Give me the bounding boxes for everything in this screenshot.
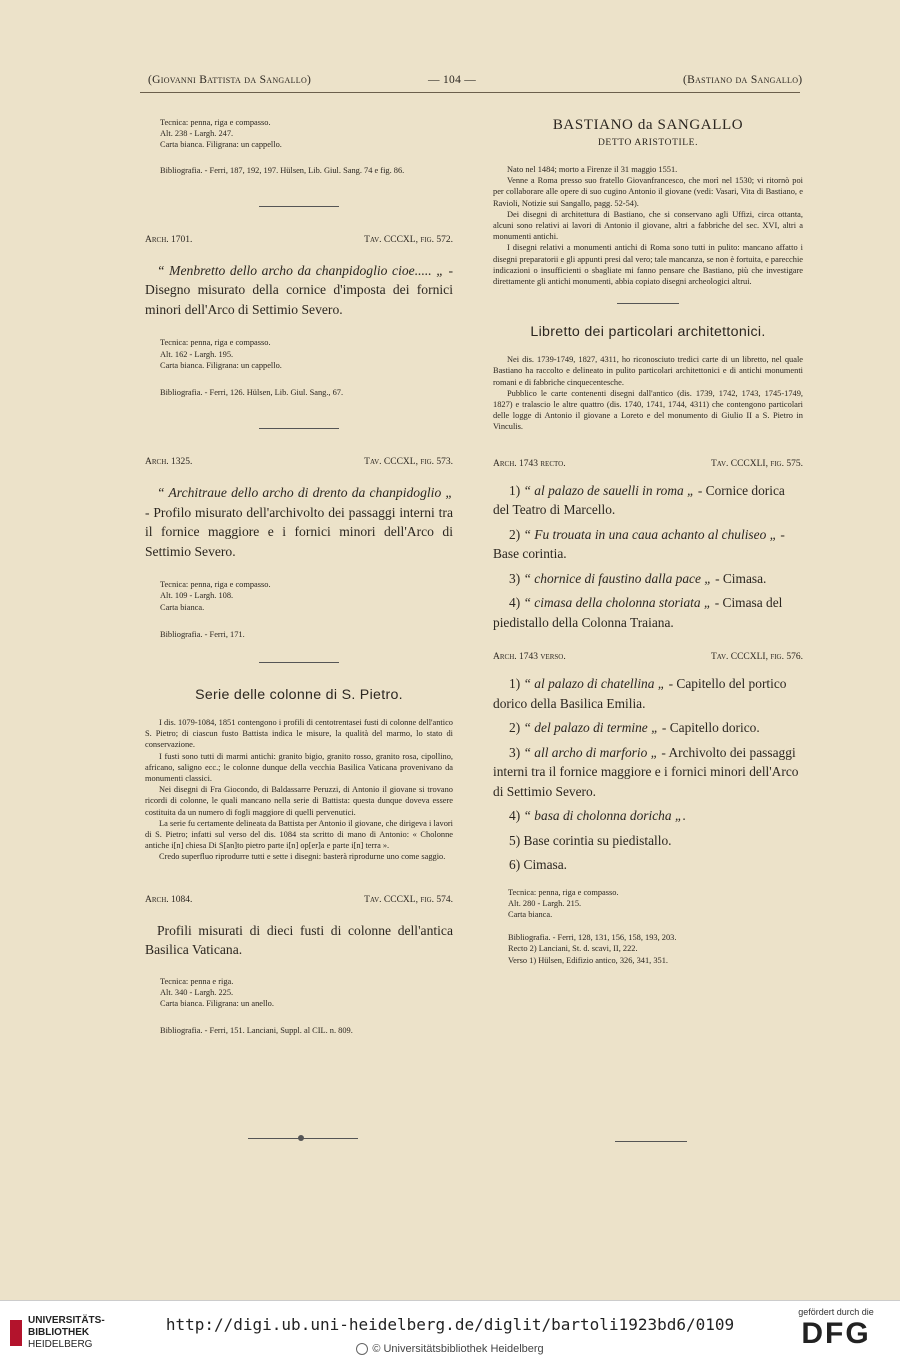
running-header-right: (Bastiano da Sangallo) — [683, 74, 803, 86]
list-item: 2) “ Fu trouata in una caua achanto al chuliseo „ - Base corintia. — [493, 526, 785, 562]
divider — [259, 206, 339, 207]
list-item: 3) “ chornice di faustino dalla pace „ - Cimasa. — [509, 570, 767, 586]
tech-line: Tecnica: penna, riga e compasso. — [160, 118, 271, 127]
list-item: 1) “ al palazo de sauelli in roma „ - Cornice dorica del Teatro di Marcello. — [493, 482, 785, 518]
copyright: © Universitätsbibliothek Heidelberg — [0, 1343, 900, 1355]
list-item: 3) “ all archo di marforio „ - Archivolto dei passaggi interni tra il fornice maggiore e i fornici minori dell'Arco di Settimio Severo. — [493, 744, 799, 799]
tech-block: Tecnica: penna, riga e compasso. Alt. 280 - Largh. 215. Carta bianca. — [508, 887, 619, 920]
archive-ref: Arch. 1743 verso. Tav. CCCXLI, fig. 576. — [493, 652, 803, 663]
libretto-text: Nei dis. 1739-1749, 1827, 4311, ho riconosciuto tredici carte di un libretto, nel quale Bastiano ha raccolto e delineato in pulito particolari architettonici e di antichi monumenti romani e di fabbriche cinquecentesche. Pubblico le carte contenenti disegni dall'antico (dis. 1739, 1742, 1743, 1745-1749, 1827) e tralascio le altre quattro (dis. 1740, 1741, 1744, 4311) che contengono particolari delle logge di Antonio il giovane a Loreto e del monumento di Giulio II a S. Pietro in Vinculis. — [493, 355, 803, 432]
list-item: 4) “ cimasa della cholonna storiata „ - Cimasa del piedistallo della Colonna Traiana. — [493, 595, 783, 630]
entry-description: “ Architraue dello archo di drento da chanpidoglio „ - Profilo misurato dell'archivolto dei passaggi interni tra il fornice maggiore e i fornici minori dell'Arco di Settimio Severo. — [145, 485, 453, 559]
running-header-left: (Giovanni Battista da Sangallo) — [148, 74, 312, 86]
divider — [617, 303, 679, 304]
archive-ref: Arch. 1701. Tav. CCCXL, fig. 572. — [145, 234, 453, 245]
funded-label: gefördert durch die — [798, 1307, 874, 1317]
tech-line: Alt. 238 - Largh. 247. — [160, 129, 234, 139]
bibliography: Bibliografia. - Ferri, 128, 131, 156, 158, 193, 203. Recto 2) Lanciani, St. d. scavi, II, 222. Verso 1) Hülsen, Edifizio antico, 326, 341, 351. — [508, 933, 677, 965]
tech-block: Tecnica: penna e riga. Alt. 340 - Largh. 225. Carta bianca. Filigrana: un anello. — [160, 976, 274, 1008]
list-item: 5) Base corintia su piedistallo. — [509, 832, 672, 848]
verso-list — [493, 674, 803, 875]
section-heading: Libretto dei particolari architettonici. — [530, 324, 766, 341]
divider — [259, 662, 339, 663]
list-item: 2) “ del palazo di termine „ - Capitello dorico. — [509, 720, 760, 736]
archive-ref: Arch. 1084. Tav. CCCXL, fig. 574. — [145, 894, 453, 905]
logo-text: UNIVERSITÄTS- — [28, 1315, 105, 1326]
right-column — [493, 117, 803, 966]
entry-description: “ Menbretto dello archo da chanpidoglio cioe..... „ - Disegno misurato della cornice d'imposta dei fornici minori dell'Arco di Settimio Severo. — [145, 262, 453, 317]
entry-description: Profili misurati di dieci fusti di colonne dell'antica Basilica Vaticana. — [145, 922, 453, 958]
list-item: 6) Cimasa. — [509, 857, 568, 873]
left-column — [145, 117, 453, 1036]
cc-icon — [356, 1343, 368, 1355]
archive-ref: Arch. 1325. Tav. CCCXL, fig. 573. — [145, 457, 453, 468]
logo-text: BIBLIOTHEK — [28, 1327, 90, 1338]
dfg-wordmark: DFG — [801, 1317, 871, 1350]
intro-text: Nato nel 1484; morto a Firenze il 31 maggio 1551. Venne a Roma presso suo fratello Giovanfrancesco, che morì nel 1530; vi ritornò poi per collaborare alle opere di suo cugino Antonio il giovane (vedi: Vasari, Vita di Bastiano, e Ravioli, Notizie sui Sangallo, pagg. 52-54). Dei disegni di architettura di Bastiano, che si conservano agli Uffizi, circa ottanta, alcuni sono relativi ai lavori di Antonio il giovane, altri a fabbriche del sec. XVI, altri a monumenti antichi. I disegni relativi a monumenti antichi di Roma sono tutti in pulito: mancano affatto i disegni preparatorii e gli appunti presi dal vero; tale mancanza, se non è fortuita, e parecchie indicazioni o insufficienti o sbagliate mi fanno pensare che Bastiano, più che investigare direttamente gli antichi monumenti, abbia copiato disegni archeologici altrui. — [493, 165, 803, 287]
artist-subtitle: DETTO ARISTOTILE. — [597, 138, 699, 148]
serie-text: I dis. 1079-1084, 1851 contengono i profili di centotrentasei fusti di colonne dell'antico S. Pietro; di ciascun fusto Battista indica le misure, la qualità del marmo, lo stato di conservazione. I fusti sono tutti di marmi antichi: granito bigio, granito rosso, granito rosa, cipollino, africano, saligno ecc.; le colonne dunque della vecchia Basilica Vaticana provenivano da monumenti classici. Nei disegni di Fra Giocondo, di Baldassarre Peruzzi, di Antonio il giovane si trovano ricordi di colonne, le quali mancano nella serie di Battista: questa dunque doveva essere costituita da un numero di fogli maggiore di quelli pervenutici. La serie fu certamente delineata da Battista per Antonio il giovane, che dirigeva i lavori di S. Pietro; infatti sul verso del dis. 1084 sta scritto di mano di Antonio: « Cholonne antiche i[n] chiesa Di S[an]to pietro parte i[n] op[er]a e parte i[n] terra ». Credo superfluo riprodurre tutti e sette i disegni: basterà riprodurne uno come saggio. — [145, 717, 453, 862]
section-heading: Serie delle colonne di S. Pietro. — [195, 686, 403, 703]
ornament-dot — [298, 1135, 304, 1141]
header-rule — [140, 92, 800, 93]
artist-title: BASTIANO da SANGALLO — [552, 117, 744, 133]
logo-text: HEIDELBERG — [28, 1339, 93, 1350]
tech-block: Tecnica: penna, riga e compasso. Alt. 109 - Largh. 108. Carta bianca. — [160, 580, 271, 612]
bibliography: Bibliografia. - Ferri, 151. Lanciani, Suppl. al CIL. n. 809. — [160, 1026, 353, 1036]
archive-ref: Arch. 1743 recto. Tav. CCCXLI, fig. 575. — [493, 458, 803, 469]
page-number: — 104 — — [428, 74, 477, 86]
tech-block — [145, 117, 453, 151]
bibliography: Bibliografia. - Ferri, 187, 192, 197. Hülsen, Lib. Giul. Sang. 74 e fig. 86. — [160, 165, 405, 175]
bibliography: Bibliografia. - Ferri, 171. — [160, 629, 245, 639]
divider — [259, 428, 339, 429]
tech-line: Carta bianca. Filigrana: un cappello. — [160, 140, 282, 150]
bibliography: Bibliografia. - Ferri, 126. Hülsen, Lib. Giul. Sang., 67. — [160, 387, 344, 397]
viewer-footer — [0, 1300, 900, 1366]
dfg-logo[interactable] — [786, 1307, 886, 1351]
list-item: 4) “ basa di cholonna doricha „. — [509, 808, 686, 824]
recto-list — [493, 481, 803, 633]
list-item: 1) “ al palazo di chatellina „ - Capitello del portico dorico della Basilica Emilia. — [493, 676, 787, 711]
permalink[interactable]: http://digi.ub.uni-heidelberg.de/diglit/bartoli1923bd6/0109 — [165, 1315, 735, 1334]
tech-block: Tecnica: penna, riga e compasso. Alt. 162 - Largh. 195. Carta bianca. Filigrana: un cappello. — [160, 338, 282, 370]
end-rule — [615, 1141, 687, 1142]
